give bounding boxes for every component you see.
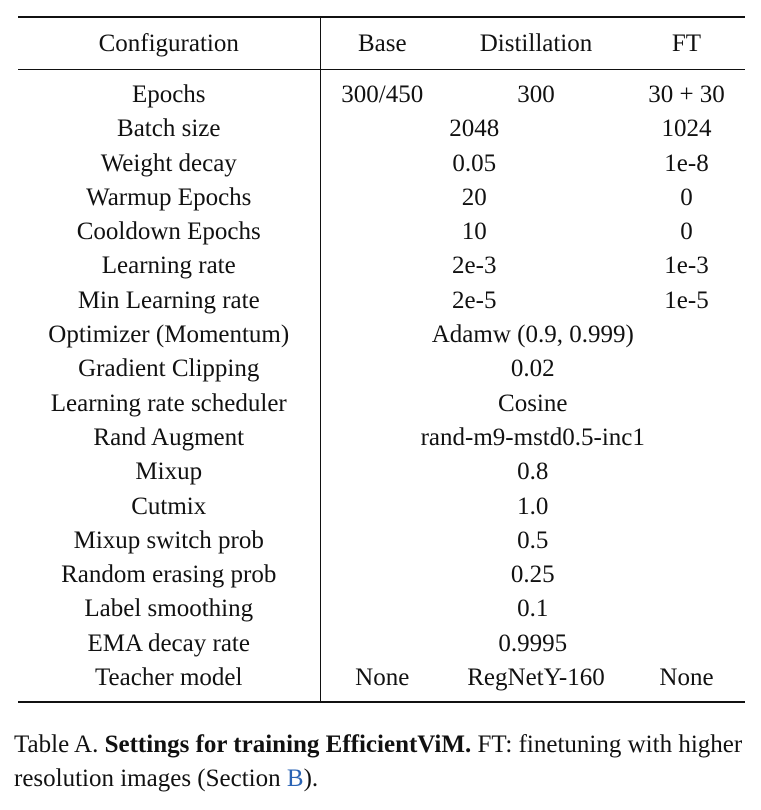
caption-prefix: Table A. (14, 731, 99, 758)
table-cell: 300/450 (341, 81, 424, 108)
table-row (18, 524, 745, 558)
row-label: Warmup Epochs (18, 181, 320, 215)
table-cell: 2e-5 (452, 286, 497, 314)
header-ft: FT (671, 30, 702, 57)
settings-table (18, 16, 745, 703)
row-label: Teacher model (18, 661, 320, 702)
row-label: Mixup (18, 455, 320, 489)
header-configuration: Configuration (18, 17, 320, 70)
row-label: Gradient Clipping (18, 352, 320, 386)
table-row (18, 215, 745, 249)
table-row (18, 421, 745, 455)
row-label: Learning rate (18, 249, 320, 283)
table-cell: 0.8 (517, 458, 549, 486)
row-label: EMA decay rate (18, 627, 320, 661)
caption-text: FT: finetuning with higher resolution images (Section (14, 731, 743, 792)
table-cell: 10 (461, 218, 487, 246)
table-caption (14, 728, 749, 796)
table-cell: 0.5 (517, 526, 549, 554)
table-cell: 2e-3 (452, 252, 497, 280)
caption-bold-title: Settings for training EfficientViM. (104, 731, 472, 758)
row-label: Label smoothing (18, 592, 320, 626)
row-label: Cutmix (18, 490, 320, 524)
table-cell: Adamw (0.9, 0.999) (431, 321, 634, 349)
header-distillation: Distillation (479, 30, 593, 57)
table-row (18, 558, 745, 592)
table-cell: 30 + 30 (648, 81, 725, 108)
header-base: Base (357, 30, 407, 57)
table-cell: 20 (461, 183, 487, 211)
table-cell: None (355, 664, 410, 692)
table-cell: 1e-3 (664, 252, 709, 280)
row-label: Random erasing prob (18, 558, 320, 592)
table-cell: 1e-5 (664, 286, 709, 314)
row-label: Optimizer (Momentum) (18, 318, 320, 352)
table-row (18, 661, 745, 702)
table-cell: 0 (680, 183, 693, 211)
table-header-row (18, 17, 745, 70)
table-cell: 300 (517, 81, 555, 108)
section-reference-link[interactable]: B (286, 765, 304, 792)
table-cell: 0.1 (517, 595, 549, 623)
row-label: Min Learning rate (18, 284, 320, 318)
table-cell: 1.0 (517, 492, 549, 520)
row-label: Cooldown Epochs (18, 215, 320, 249)
table-row (18, 455, 745, 489)
table-row (18, 284, 745, 318)
table-body (18, 70, 745, 703)
row-label: Epochs (18, 70, 320, 113)
table-cell: RegNetY-160 (467, 664, 605, 692)
table-cell: 0.05 (452, 149, 497, 177)
table-cell: 0 (680, 218, 693, 246)
row-label: Learning rate scheduler (18, 387, 320, 421)
table-cell: 1024 (661, 115, 712, 143)
caption-suffix: ). (303, 765, 319, 792)
table-cell: 0.02 (510, 355, 555, 383)
table-row (18, 490, 745, 524)
table-cell: Cosine (498, 389, 568, 417)
table-row (18, 147, 745, 181)
row-label: Rand Augment (18, 421, 320, 455)
table-row (18, 592, 745, 626)
row-label: Batch size (18, 112, 320, 146)
table-cell: None (659, 664, 714, 692)
row-label: Mixup switch prob (18, 524, 320, 558)
settings-table-container (18, 16, 745, 703)
table-row (18, 249, 745, 283)
row-label: Weight decay (18, 147, 320, 181)
table-row (18, 70, 745, 113)
table-row (18, 181, 745, 215)
table-row (18, 352, 745, 386)
table-cell: 1e-8 (664, 149, 709, 177)
table-cell: rand-m9-mstd0.5-inc1 (420, 423, 645, 451)
table-row (18, 318, 745, 352)
table-row (18, 112, 745, 146)
table-row (18, 627, 745, 661)
table-cell: 0.25 (510, 561, 555, 589)
table-cell: 0.9995 (498, 629, 568, 657)
table-cell: 2048 (449, 115, 500, 143)
table-row (18, 387, 745, 421)
